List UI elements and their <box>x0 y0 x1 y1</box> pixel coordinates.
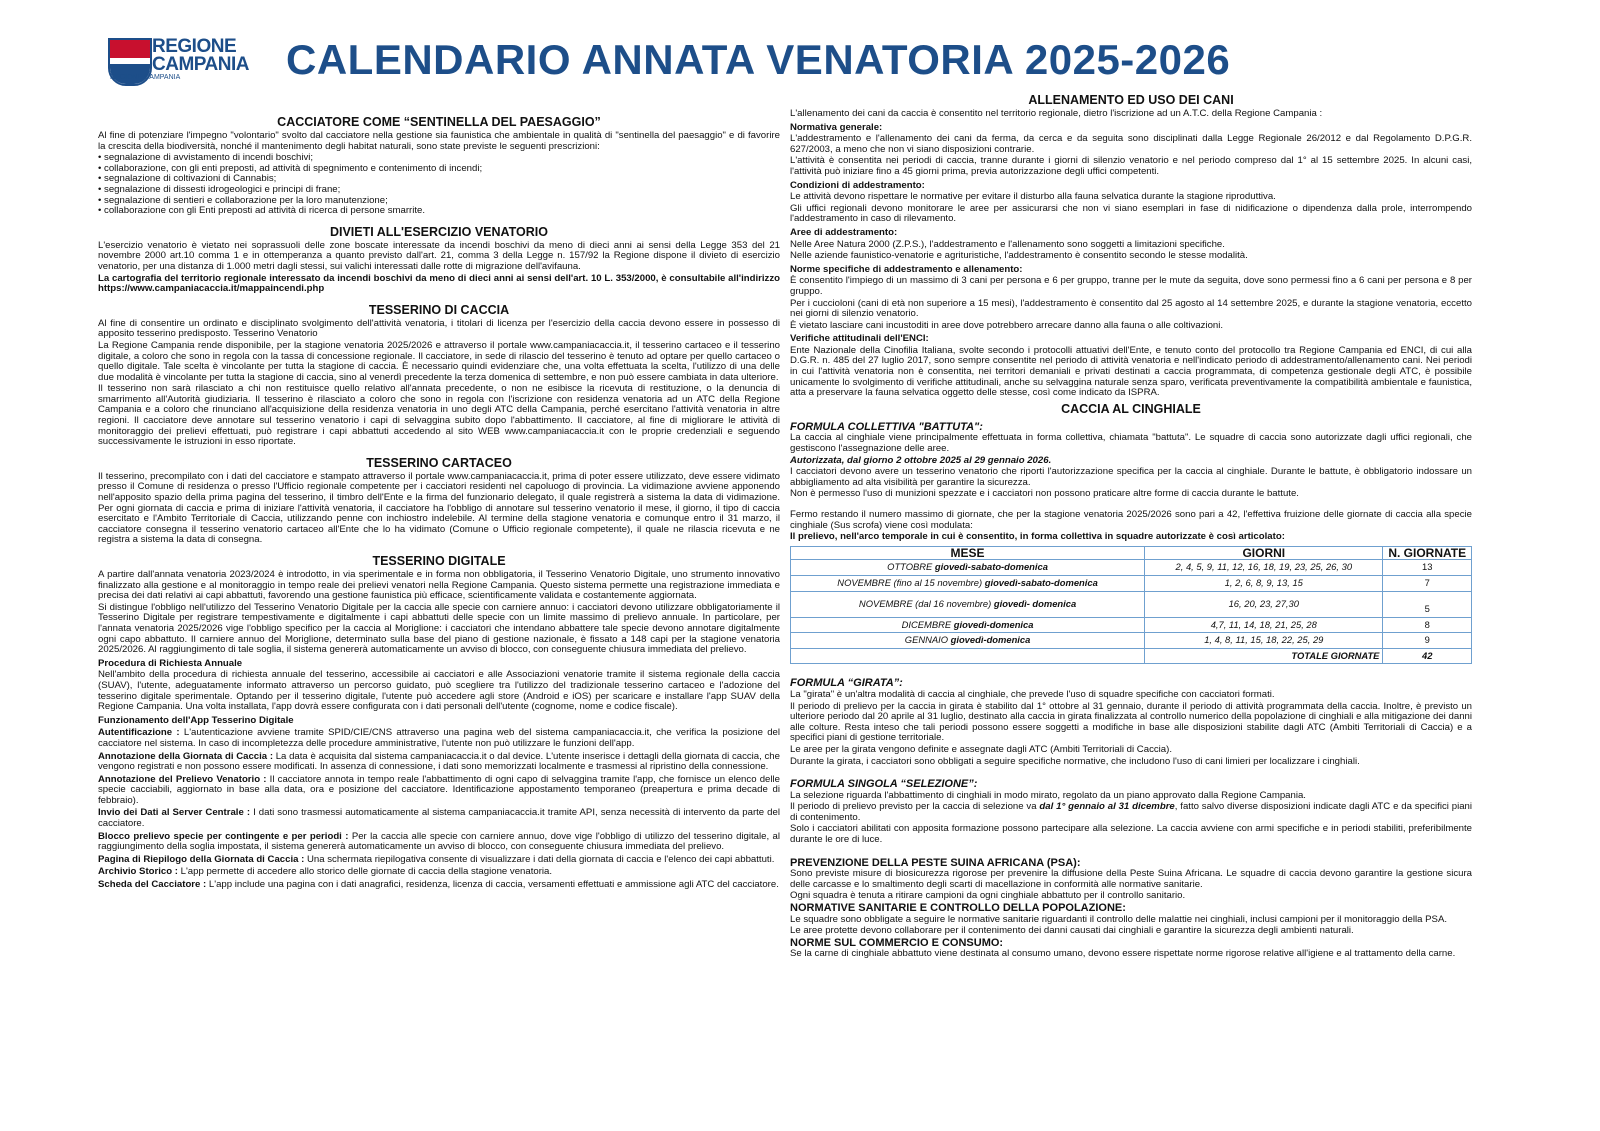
selezione-text: Solo i cacciatori abilitati con apposita formazione possono partecipare alla selezione. La caccia avviene con armi specifiche e in periodi stabiliti, preferibilmente durante le ore di luce. <box>790 823 1472 846</box>
divieti-heading: DIVIETI ALL'ESERCIZIO VENATORIO <box>329 224 549 239</box>
logo-text: REGIONE CAMPANIA <box>152 36 249 75</box>
cani-sub-text: Ente Nazionale della Cinofilia Italiana, svolte secondo i protocolli attuativi dell'Ente, e tenuto conto del protocollo tra Regione Campania ed ENCI, di cui alla D.G.R. n. 485 del 27 luglio 2017, sono sempre consentite nel periodo di attività venatoria e nell'indicato periodo di addestramento/allenamento cani. Nei periodi in cui l'attività venatoria non è consentita, nei territori demaniali e privati destinati a caccia programmata, di competenza gestionale degli ATC, è possibile unicamente lo svolgimento di verifiche attitudinali, anche su selvaggina naturale senza sparo, verificata preventivamente la compatibilità ambientale e faunistica, atta a preservare la fauna selvatica oggetto delle stesse, così come indicato da ISPRA. <box>790 344 1472 399</box>
commercio-heading: NORME SUL COMMERCIO E CONSUMO: <box>790 936 1004 949</box>
giorni-cell: 1, 2, 6, 8, 9, 13, 15 <box>1145 575 1383 591</box>
regione-campania-logo <box>108 38 258 88</box>
mese-cell: OTTOBRE giovedì-sabato-domenica <box>791 560 1145 576</box>
giornate-cell: 8 <box>1383 617 1472 633</box>
table-row <box>791 633 1472 649</box>
cani-sub-title: Verifiche attitudinali dell'ENCI: <box>790 333 929 345</box>
cani-sub-text: È vietato lasciare cani incustoditi in aree dove potrebbero arrecare danno alla fauna o alle coltivazioni. <box>790 319 1224 331</box>
digitale-p1: A partire dall'annata venatoria 2023/2024 è introdotto, in via sperimentale e in forma non obbligatoria, il Tesserino Venatorio Digitale, uno strumento innovativo finalizzato alla gestione e al monitoraggio in tempo reale dei prelievi venatori nella Regione Campania. Questo sistema permette una registrazione immediata e precisa dei dati relativi ai capi abbattuti, favorendo una gestione faunistica più efficace, scientificamente validata e costantemente aggiornata. <box>98 569 780 602</box>
func-item: Scheda del Cacciatore : L'app include una pagina con i dati anagrafici, residenza, licenza di caccia, versamenti effettuati e ammissione agli ATC del cacciatore. <box>98 879 779 891</box>
psa-text: Le squadre sono obbligate a seguire le normative sanitarie riguardanti il controllo delle malattie nei cinghiali, inclusi campioni per il monitoraggio della PSA. <box>790 913 1448 925</box>
empty-cell <box>791 648 1145 664</box>
normative-heading: NORMATIVE SANITARIE E CONTROLLO DELLA POPOLAZIONE: <box>790 902 1126 915</box>
battuta-text: I cacciatori devono avere un tesserino venatorio che riporti l'autorizzazione specifica per la caccia al cinghiale. Durante le battute, è obbligatorio indossare un abbigliamento ad alta visibilità per garantire la sicurezza. <box>790 466 1472 488</box>
total-value: 42 <box>1383 648 1472 664</box>
giornate-cell: 13 <box>1383 560 1472 576</box>
list-item: • segnalazione di avvistamento di incendi boschivi; <box>98 153 780 164</box>
cartaceo-text: Il tesserino, precompilato con i dati del cacciatore e stampato attraverso il portale www.campaniacaccia.it, prima di poter essere utilizzato, deve essere vidimato presso il Comune di residenza o presso l'Ufficio regionale competente per i cacciatori residenti nel capoluogo di provincia. La vidimazione avviene apponendo nell'apposito spazio della prima pagina del tesserino, il timbro dell'Ente e la firma del funzionario delegato, il quale registrerà a sistema la data di vidimazione. Per ogni giornata di caccia e prima di iniziare l'attività venatoria, il cacciatore ha l'obbligo di annotare sul tesserino venatorio il mese, il giorno, il tipo di caccia esercitato e l'Ambito Territoriale di Caccia, utilizzando penne con inchiostro indelebile. Al termine della stagione venatoria e comunque entro il 31 marzo, il cacciatore consegna il tesserino venatorio cartaceo all'Ente che lo ha vidimato (Comune o Ufficio regionale competente), il quale ne rilascia ricevuta e ne registra a sistema la data di consegna. <box>98 470 780 546</box>
func-item: Annotazione del Prelievo Venatorio : Il cacciatore annota in tempo reale l'abbattimento di ogni capo di selvaggina tramite l'app, che fornisce un elenco delle specie cacciabili, aggiornato in base alla data, ora e posizione del cacciatore. Identificazione appostamento temporaneo (preapertura e prima decade di febbraio). <box>98 773 780 806</box>
table-header-row <box>791 546 1472 560</box>
battuta-autorizzata: Autorizzata, dal giorno 2 ottobre 2025 al 29 gennaio 2026. <box>790 454 1052 466</box>
tesserino-p2: La Regione Campania rende disponibile, per la stagione venatoria 2025/2026 e attraverso il portale www.campaniacaccia.it, il tesserino cartaceo e il tesserino digitale, a coloro che sono in regola con la tassa di concessione regionale. Il cacciatore, in sede di rilascio del tesserino è tenuto ad optare per quello cartaceo o quello digitale. Tale scelta è vincolante per tutta la stagione di caccia. È necessario quindi evidenziare che, una volta effettuata la scelta, l'utilizzo di una delle due modalità è vincolante per tutta la stagione di caccia, sino al venerdì precedente la terza domenica di settembre, e non può essere cambiata in data ulteriore. <box>98 339 780 383</box>
tesserino-heading: TESSERINO DI CACCIA <box>368 302 510 317</box>
table-header-giornate: N. GIORNATE <box>1383 546 1472 560</box>
func-item: Invio dei Dati al Server Centrale : I dati sono trasmessi automaticamente al sistema campaniacaccia.it tramite API, senza necessità di intervento da parte del cacciatore. <box>98 807 780 830</box>
total-label: TOTALE GIORNATE <box>1145 648 1383 664</box>
cani-sub-title: Normativa generale: <box>790 121 883 133</box>
battuta-text: Non è permesso l'uso di munizioni spezzate e i cacciatori non possono praticare altre forme di caccia durante le battute. <box>790 488 1299 500</box>
table-header-giorni: GIORNI <box>1145 546 1383 560</box>
selezione-text: La selezione riguarda l'abbattimento di cinghiali in modo mirato, regolato da un piano approvato dalla Regione Campania. <box>790 789 1306 801</box>
girata-text: Durante la girata, i cacciatori sono obbligati a seguire specifiche normative, che includono l'uso di cani limieri per localizzare i cinghiali. <box>790 755 1360 767</box>
psa-section <box>790 858 1472 960</box>
giorni-cell: 4,7, 11, 14, 18, 21, 25, 28 <box>1145 617 1383 633</box>
func-item: Archivio Storico : L'app permette di accedere allo storico delle giornate di caccia della stagione venatoria. <box>98 866 553 878</box>
cartaceo-section <box>98 457 780 546</box>
cani-sub-text: Nelle Aree Natura 2000 (Z.P.S.), l'addestramento e l'allenamento sono soggetti a limitazioni specifiche. <box>790 238 1225 250</box>
sentinella-section <box>98 116 780 217</box>
table-row <box>791 617 1472 633</box>
cani-sub-title: Norme specifiche di addestramento e allenamento: <box>790 263 1023 275</box>
cani-sub-title: Condizioni di addestramento: <box>790 179 925 191</box>
giornate-text: Fermo restando il numero massimo di giornate, che per la stagione venatoria 2025/2026 sono pari a 42, l'effettiva fruizione delle giornate di caccia alla specie cinghiale (Sus scrofa) viene così modulata: <box>790 509 1472 531</box>
psa-text: Le aree protette devono collaborare per il contenimento dei danni causati dai cinghiali e garantire la sicurezza degli ambienti naturali. <box>790 925 1354 937</box>
sentinella-intro: Al fine di potenziare l'impegno "volontario" svolto dal cacciatore nella gestione sia faunistica che ambientale in qualità di "sentinella del paesaggio" e di favorire la crescita della biodiversità, nonché il mantenimento degli habitat naturali, sono state previste le seguenti prescrizioni: <box>98 130 780 152</box>
table-total-row <box>791 648 1472 664</box>
digitale-p2: Si distingue l'obbligo nell'utilizzo del Tesserino Venatorio Digitale per la caccia alle specie con carniere annuo: i cacciatori devono utilizzare obbligatoriamente il Tesserino Digitale per registrare tempestivamente e digitalmente i capi abbattuti delle specie con un limite massimo di prelievo annuale. In particolare, per l'annata venatoria 2025/2026 vige l'obbligo specifico per la caccia al Moriglione: i cacciatori che intendano abbattere tale specie devono annotare digitalmente ogni capo abbattuto. Il carniere annuo del Moriglione, determinato sulla base del piano di gestione nazionale, è fissato a 148 capi per la stagione venatoria 2025/2026. Al raggiungimento di tale soglia, il sistema genererà automaticamente un avviso di blocco, con conseguente chiusura immediata del prelievo. <box>98 601 780 656</box>
logo-small-text: REGIONE CAMPANIA <box>110 74 181 81</box>
selezione-text: Il periodo di prelievo previsto per la caccia di selezione va dal 1° gennaio al 31 dicembre, fatto salvo diverse disposizioni indicate dagli ATC e da specifici piani di contenimento. <box>790 801 1472 823</box>
giorni-cell: 1, 4, 8, 11, 15, 18, 22, 25, 29 <box>1145 633 1383 649</box>
table-row <box>791 560 1472 576</box>
girata-text: Il periodo di prelievo per la caccia in girata è stabilito dal 1° ottobre al 31 gennaio, durante il periodo di attività programmata della caccia. Inoltre, è previsto un ulteriore periodo dal 20 aprile al 31 luglio, destinato alla caccia in girata finalizzata al controllo numerico della popolazione di cinghiali e alla mitigazione dei danni alle colture. Resta inteso che tali periodi possono essere soggetti a modifiche in base alle disposizioni stabilite dagli ATC (Ambiti Territoriali di Caccia) e a specifici piani di gestione territoriale. <box>790 700 1472 744</box>
digitale-proc-title: Procedura di Richiesta Annuale <box>98 657 243 669</box>
func-item: Blocco prelievo specie per contingente e per periodi : Per la caccia alle specie con carniere annuo, dove vige l'obbligo di utilizzo del tesserino digitale, al raggiungimento della soglia impostata, il sistema genererà automaticamente un avviso di blocco, con conseguente chiusura immediata del prelievo. <box>98 830 780 853</box>
left-column <box>98 96 780 892</box>
cinghiale-section <box>790 403 1472 846</box>
cinghiale-heading: CACCIA AL CINGHIALE <box>1061 401 1201 416</box>
cani-sub-text: Gli uffici regionali devono monitorare le aree per assicurarsi che non vi siano esemplari in fase di nidificazione o dipendenza dalla prole, interrompendo l'addestramento in caso di rilevamento. <box>790 202 1472 225</box>
table-row <box>791 575 1472 591</box>
giornate-cell: 5 <box>1383 591 1472 617</box>
cani-sub-text: Per i cuccioloni (cani di età non superiore a 15 mesi), l'addestramento è consentito dal 25 agosto al 14 settembre 2025, e durante la stagione venatoria, eccetto nei giorni di silenzio venatorio. <box>790 297 1472 320</box>
divieti-text: L'esercizio venatorio è vietato nei soprassuoli delle zone boscate interessate da incendi boschivi da meno di dieci anni ai sensi della Legge 353 del 21 novembre 2000 art.10 comma 1 e in ottemperanza a quanto previsto dall'art. 21, comma 3 della Legge n. 157/92 la Regione dispone il divieto di esercizio venatorio, per una distanza di 1.000 metri dagli stessi, sui valichi interessati dalle rotte di migrazione dell'avifauna. <box>98 239 780 272</box>
psa-text: Sono previste misure di biosicurezza rigorose per prevenire la diffusione della Peste Suina Africana. Le squadre di caccia devono garantire la gestione sicura delle carcasse e lo smaltimento degli scarti di macellazione in conformità alle normative sanitarie. <box>790 868 1472 890</box>
giornate-table <box>790 546 1472 665</box>
list-item: • collaborazione con gli Enti preposti ad attività di ricerca di persone smarrite. <box>98 206 780 217</box>
cani-sub-text: È consentito l'impiego di un massimo di 3 cani per persona e 6 per gruppo, tranne per le mute da seguita, dove sono permessi fino a 6 cani per persona e 8 per gruppo. <box>790 275 1472 297</box>
giornate-cell: 9 <box>1383 633 1472 649</box>
psa-heading: PREVENZIONE DELLA PESTE SUINA AFRICANA (PSA): <box>790 856 1081 869</box>
giorni-cell: 2, 4, 5, 9, 11, 12, 16, 18, 19, 23, 25, 26, 30 <box>1145 560 1383 576</box>
sentinella-heading: CACCIATORE COME “SENTINELLA DEL PAESAGGIO” <box>277 115 601 129</box>
header <box>0 0 1600 100</box>
cani-sub-title: Aree di addestramento: <box>790 226 898 238</box>
cani-sub-text: Nelle aziende faunistico-venatorie e agrituristiche, l'addestramento è consentito secondo le stesse modalità. <box>790 250 1248 262</box>
tesserino-p1: Al fine di consentire un ordinato e disciplinato svolgimento dell'attività venatoria, i titolari di licenza per l'esercizio della caccia devono essere in possesso di apposito tesserino predisposto. Tesserino Venatorio <box>98 317 780 340</box>
cani-heading: ALLENAMENTO ED USO DEI CANI <box>1028 93 1234 107</box>
digitale-proc: Nell'ambito della procedura di richiesta annuale del tesserino, accessibile ai cacciatori e alle Associazioni venatorie tramite il sistema regionale della caccia (SUAV), l'utente, adeguatamente informato attraverso un percorso guidato, può scegliere tra l'utilizzo del tradizionale tesserino cartaceo e l'adozione del tesserino digitale sperimentale. Optando per il tesserino digitale, l'utente può accedere agli store (Android e iOS) per scaricare e installare l'app SUAV della Regione Campania. Una volta installata, l'app dovrà essere configurata con i dati personali dell'utente (cognome, nome e codice fiscale). <box>98 669 780 713</box>
digitale-heading: TESSERINO DIGITALE <box>372 554 506 568</box>
cani-sub-text: Le attività devono rispettare le normative per evitare il disturbo alla fauna selvatica durante la stagione riproduttiva. <box>790 191 1276 203</box>
girata-text: La "girata" è un'altra modalità di caccia al cinghiale, che prevede l'uso di squadre specifiche con cacciatori formati. <box>790 688 1275 700</box>
giorni-cell: 16, 20, 23, 27,30 <box>1145 591 1383 617</box>
psa-text: Se la carne di cinghiale abbattuto viene destinata al consumo umano, devono essere rispettate norme rigorose relative all'igiene e al trattamento della carne. <box>790 948 1456 960</box>
cani-sub-text: L'attività è consentita nei periodi di caccia, tranne durante i giorni di silenzio venatorio e nel periodo compreso dal 1° al 15 settembre 2025. In alcuni casi, l'attività può iniziare fino a 45 giorni prima, previa autorizzazione degli uffici competenti. <box>790 155 1472 177</box>
sentinella-list <box>98 153 780 217</box>
girata-text: Le aree per la girata vengono definite e assegnate dagli ATC (Ambiti Territoriali di Caccia). <box>790 743 1172 755</box>
tesserino-section <box>98 304 780 448</box>
list-item: • segnalazione di dissesti idrogeologici e principi di frane; <box>98 185 780 196</box>
battuta-title: FORMULA COLLETTIVA "BATTUTA": <box>790 420 983 433</box>
battuta-text: La caccia al cinghiale viene principalmente effettuata in forma collettiva, chiamata "battuta". Le squadre di caccia sono autorizzate dagli uffici regionali, che gestiscono l'assegnazione delle aree. <box>790 432 1472 455</box>
list-item: • collaborazione, con gli enti preposti, ad attività di spegnimento e contenimento di incendi; <box>98 164 780 175</box>
func-item: Autentificazione : L'autenticazione avviene tramite SPID/CIE/CNS attraverso una pagina web del sistema campaniacaccia.it, che verifica la posizione del cacciatore nel sistema. In caso di incompletezza delle procedure amministrative, l'utente non può utilizzare le funzioni dell'app. <box>98 727 780 749</box>
table-header-mese: MESE <box>791 546 1145 560</box>
mese-cell: GENNAIO giovedì-domenica <box>791 633 1145 649</box>
mese-cell: NOVEMBRE (dal 16 novembre) giovedì- domenica <box>791 591 1145 617</box>
cani-sub-text: L'addestramento e l'allenamento dei cani da ferma, da cerca e da seguita sono disciplinati dalla Legge Regionale 26/2012 e dal Regolamento D.P.G.R. 627/2003, a meno che non vi siano disposizioni contrarie. <box>790 133 1472 155</box>
mese-cell: DICEMBRE giovedì-domenica <box>791 617 1145 633</box>
table-row <box>791 591 1472 617</box>
func-item: Annotazione della Giornata di Caccia : La data è acquisita dal sistema campaniacaccia.it o dal device. L'utente inserisce i dettagli della giornata di caccia, che vengono registrati e non possono essere modificati. In assenza di connessione, i dati sono memorizzati localmente e trasmessi al ripristino della connessione. <box>98 750 780 773</box>
digitale-func-title: Funzionamento dell'App Tesserino Digitale <box>98 714 294 726</box>
right-column <box>790 93 1472 961</box>
giornate-cell: 7 <box>1383 575 1472 591</box>
prelievo-text: Il prelievo, nell'arco temporale in cui è consentito, in forma collettiva in squadre autorizzate è così articolato: <box>790 531 1285 543</box>
cartaceo-heading: TESSERINO CARTACEO <box>366 455 512 470</box>
mese-cell: NOVEMBRE (fino al 15 novembre) giovedì-sabato-domenica <box>791 575 1145 591</box>
list-item: • segnalazione di coltivazioni di Cannabis; <box>98 174 780 185</box>
cani-intro: L'allenamento dei cani da caccia è consentito nel territorio regionale, dietro l'iscrizione ad un A.T.C. della Regione Campania : <box>790 108 1323 119</box>
divieti-section <box>98 226 780 295</box>
psa-text: Ogni squadra è tenuta a ritirare campioni da ogni cinghiale abbattuto per il controllo sanitario. <box>790 890 1186 902</box>
digitale-section <box>98 555 780 891</box>
list-item: • segnalazione di sentieri e collaborazione per la loro manutenzione; <box>98 196 780 207</box>
func-item: Pagina di Riepilogo della Giornata di Caccia : Una schermata riepilogativa consente di visualizzare i dati della giornata di caccia e l'elenco dei capi abbattuti. <box>98 853 775 865</box>
girata-title: FORMULA “GIRATA”: <box>790 677 903 690</box>
tesserino-p3: Il tesserino non sarà rilasciato a chi non restituisce quello relativo all'annata precedente, o non ne esibisce la ricevuta di restituzione, o la denuncia di smarrimento all'Autorità giudiziaria. Il tesserino è rilasciato a coloro che sono in regola con l'iscrizione con residenza venatoria ad un ATC della Regione Campania e a coloro che rinunciano all'acquisizione della residenza venatoria in uno degli ATC della Campania, perché esercitano l'attività venatoria in altre regioni. Il cacciatore deve annotare sul tesserino venatorio i capi di selvaggina subito dopo l'abbattimento. Il cacciatore, al fine di migliorare le attività di monitoraggio dei prelievi effettuati, può registrare i capi abbattuti accedendo al sito WEB www.campaniacaccia.it con le proprie credenziali e seguendo successivamente le istruzioni in esso riportate. <box>98 383 780 448</box>
page-title: CALENDARIO ANNATA VENATORIA 2025-2026 <box>286 36 1231 83</box>
cani-section <box>790 94 1472 399</box>
divieti-cartografia: La cartografia del territorio regionale interessato da incendi boschivi da meno di dieci anni ai sensi dell'art. 10 L. 353/2000, è consultabile all'indirizzo https://www.campaniacaccia.it/mappaincendi.php <box>98 272 780 295</box>
selezione-title: FORMULA SINGOLA “SELEZIONE”: <box>790 778 978 791</box>
